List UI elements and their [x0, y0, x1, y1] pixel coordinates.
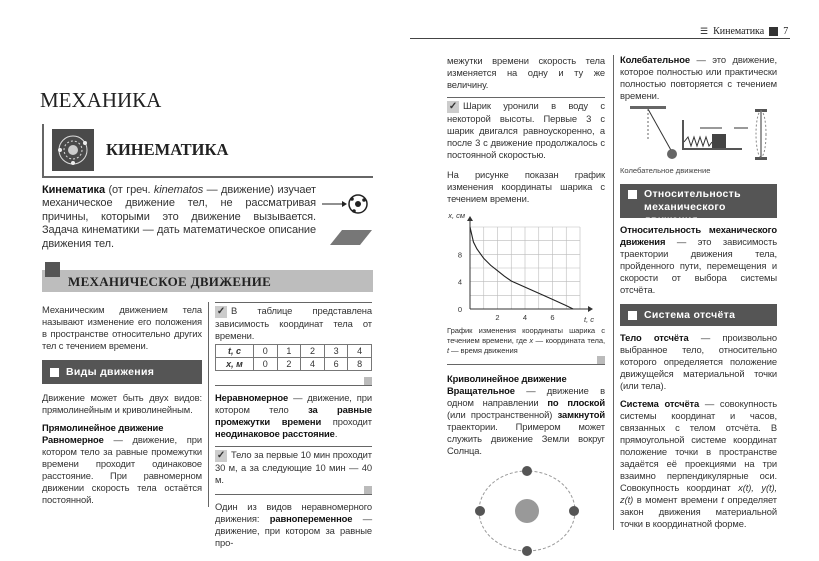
- chapter-box: [42, 124, 373, 178]
- x-axis-label: t, с: [584, 315, 595, 324]
- text-segment: (от греч.: [104, 184, 154, 196]
- example-table-text: [215, 305, 372, 342]
- table-row: [216, 345, 372, 358]
- continued-paragraph: [447, 55, 605, 91]
- text-segment: Механическим движением тела называют изменение его положения в пространстве относительно других тел с течением времени.: [42, 304, 202, 351]
- bar-title: Система отсчёта: [644, 309, 736, 321]
- uniform-motion-paragraph: [42, 422, 202, 506]
- reference-body-definition: [620, 332, 777, 392]
- nonuniform-definition: [215, 392, 372, 440]
- bold-term: Прямолинейное движение: [42, 422, 164, 433]
- column-divider: [613, 55, 614, 530]
- example-bottom-rule: [215, 385, 372, 386]
- text-segment: x: [529, 336, 534, 345]
- page-number: 7: [783, 26, 789, 37]
- text-segment: — движение, при котором тело за равные промежутки времени проходит одинаковое расстояние. При равномерном движении скорость тела остаётся постоянной.: [42, 434, 202, 505]
- bold-term: Неравномерное: [215, 392, 289, 403]
- bar-reference-frame: [620, 304, 777, 326]
- text-segment: — произвольно выбранное тело, относительно которого определяется положение движущейся материальной точки (или тела).: [620, 332, 777, 391]
- running-header: [700, 26, 788, 37]
- text-segment: — это зависимость траектории движения тела, пройденного пути, перемещения и скорости от выбора системы отсчёта.: [620, 236, 777, 295]
- table-cell: x, м: [216, 358, 254, 371]
- table-cell: 6: [324, 358, 348, 371]
- text-segment: в момент времени: [633, 494, 722, 505]
- x-tick-label: 4: [522, 313, 528, 322]
- bold-term: равнопеременное: [269, 513, 353, 524]
- x-axis-arrow: [588, 306, 593, 312]
- text-segment: (или пространственной): [447, 409, 558, 420]
- caption-rule: [447, 364, 605, 365]
- table-cell: t, с: [216, 345, 254, 358]
- types-paragraph: [42, 392, 202, 416]
- bar-types-of-motion: [42, 360, 202, 384]
- bold-term: по плоской: [547, 397, 605, 408]
- left-column-1: [42, 304, 202, 506]
- table-row: [216, 358, 372, 371]
- text-segment: определяет закон движения материальной точки в координатной форме.: [620, 494, 777, 529]
- table-cell: 4: [301, 358, 325, 371]
- text-segment: Один из видов неравномерного движения:: [215, 501, 372, 524]
- square-icon: [628, 311, 637, 320]
- text-segment: kinematos: [153, 184, 204, 196]
- bar-title: Виды движения: [66, 366, 155, 378]
- table-cell: 2: [277, 358, 301, 371]
- oscillatory-definition: [620, 54, 777, 102]
- figure-caption: Колебательное движение: [620, 166, 711, 175]
- y-tick-label: 4: [457, 277, 462, 287]
- example-top-rule: [447, 97, 605, 98]
- square-icon: [50, 368, 59, 377]
- ball-example: [447, 100, 605, 161]
- bold-term: замкнутой: [557, 409, 605, 420]
- text-segment: x(t), y(t), z(t): [620, 482, 777, 505]
- example-distance: [215, 449, 372, 486]
- end-marker: [364, 377, 372, 385]
- bar-relativity: [620, 184, 777, 226]
- text-segment: — время движения: [449, 346, 518, 355]
- bold-term: за равные промежутки времени: [215, 404, 372, 427]
- bold-term: Система отсчёта: [620, 398, 700, 409]
- bold-term: Вращательное: [447, 385, 515, 396]
- text-segment: Шарик уронили в воду с некоторой высоты. Первые 3 с шарик двигался равноускоренно, а после 3 с движение продолжалось с постоянной скоростью.: [447, 100, 605, 160]
- bar-title: Относительность механического движения: [644, 188, 741, 226]
- check-icon: ✓: [216, 450, 226, 461]
- text-segment: t: [447, 346, 450, 355]
- example-bottom-rule: [215, 494, 372, 495]
- text-segment: В таблице представлена зависимость координат тела от времени.: [215, 305, 372, 341]
- table-cell: 0: [254, 345, 278, 358]
- time-coordinate-table: [215, 344, 372, 371]
- book-icon: ☰: [700, 26, 709, 36]
- variable-motion-paragraph: [215, 501, 372, 549]
- atom-icon: [52, 129, 94, 171]
- y-axis-label: x, см: [448, 211, 465, 220]
- check-icon: ✓: [448, 101, 458, 112]
- bold-term: Криволинейное движение: [447, 373, 567, 384]
- section-title: МЕХАНИЧЕСКОЕ ДВИЖЕНИЕ: [68, 274, 272, 289]
- x-tick-label: 2: [495, 313, 500, 322]
- bold-term: Тело отсчёта: [620, 332, 689, 343]
- text-segment: t: [721, 494, 724, 505]
- left-column-2: [215, 302, 372, 549]
- bold-term: неодинаковое расстояние: [215, 428, 335, 439]
- text-segment: — движение) изучает механическое движение тел, не рассматривая причины, которыми это движение вызывается. Задача кинематики — дать математическое описание движения тел.: [42, 184, 316, 250]
- y-axis-arrow: [467, 216, 473, 221]
- ball-arrow-illustration: [320, 192, 375, 257]
- rotational-motion: [447, 373, 605, 457]
- text-segment: .: [334, 428, 338, 439]
- table-cell: 8: [348, 358, 372, 371]
- table-cell: 2: [301, 345, 325, 358]
- reference-frame-definition: [620, 398, 777, 530]
- example-top-rule: [215, 446, 372, 447]
- text-segment: Тело за первые 10 мин проходит 30 м, а за следующие 10 мин — 40 м.: [215, 449, 372, 485]
- running-title: Кинематика: [713, 26, 765, 37]
- text-segment: межутки времени скорость тела изменяется на одну и ту же величину.: [447, 55, 605, 90]
- example-text: [215, 305, 372, 341]
- text-segment: — движение, при котором тело: [215, 392, 372, 415]
- check-icon: ✓: [216, 306, 226, 317]
- text-segment: траектории. Примером может служить движение Земли вокруг Солнца.: [447, 421, 605, 456]
- relativity-definition: [620, 224, 777, 296]
- table-cell: 1: [277, 345, 301, 358]
- column-divider: [208, 302, 209, 507]
- text-segment: проходит: [321, 416, 372, 427]
- text-segment: Движение может быть двух видов: прямолинейным и криволинейным.: [42, 392, 202, 415]
- right-column-1: [447, 55, 605, 561]
- right-column-2: [620, 54, 777, 530]
- section-square: [45, 262, 60, 277]
- bold-term: Кинематика: [42, 184, 105, 196]
- mech-motion-definition: [42, 304, 202, 352]
- part-title: МЕХАНИКА: [40, 88, 162, 112]
- example-top-rule: [215, 302, 372, 303]
- table-cell: 4: [348, 345, 372, 358]
- oscillation-illustration: [620, 106, 777, 164]
- text-segment: График изменения координаты шарика с течением времени, где: [447, 326, 605, 345]
- table-cell: 0: [254, 358, 278, 371]
- bold-term: Равномерное: [42, 434, 104, 445]
- earth-orbit-illustration: [470, 461, 585, 561]
- y-tick-label: 0: [457, 305, 462, 314]
- bold-term: Относительность механического движения: [620, 224, 777, 247]
- end-marker: [597, 356, 605, 364]
- square-icon: [769, 27, 778, 36]
- graph-intro: [447, 169, 605, 205]
- example-text: [447, 100, 605, 160]
- bold-term: Колебательное: [620, 54, 690, 65]
- text-segment: На рисунке показан график изменения координаты шарика с течением времени.: [447, 169, 605, 204]
- square-icon: [628, 190, 637, 199]
- x-tick-label: 6: [550, 313, 555, 322]
- end-marker: [364, 486, 372, 494]
- chapter-title: КИНЕМАТИКА: [106, 140, 229, 159]
- example-text: [215, 449, 372, 485]
- chart-caption: [447, 326, 605, 356]
- text-segment: — движение, при котором за равные про-: [215, 513, 373, 548]
- text-segment: — координата тела,: [533, 336, 605, 345]
- header-rule: [410, 38, 790, 39]
- text-segment: — совокупность системы координат и часов, связанных с телом отсчёта. В прямоугольной системе координат положение точки в пространстве задаётся её проекциями на три взаимно перпендикулярные оси. Совокупность координат: [620, 398, 777, 493]
- text-segment: — движение в одном направлении: [447, 385, 605, 408]
- text-segment: — это движение, которое полностью или практически полностью повторяется с течением времени.: [620, 54, 777, 101]
- intro-paragraph: [42, 184, 316, 251]
- coordinate-time-chart: [440, 209, 610, 324]
- table-cell: 3: [324, 345, 348, 358]
- y-tick-label: 8: [457, 250, 462, 260]
